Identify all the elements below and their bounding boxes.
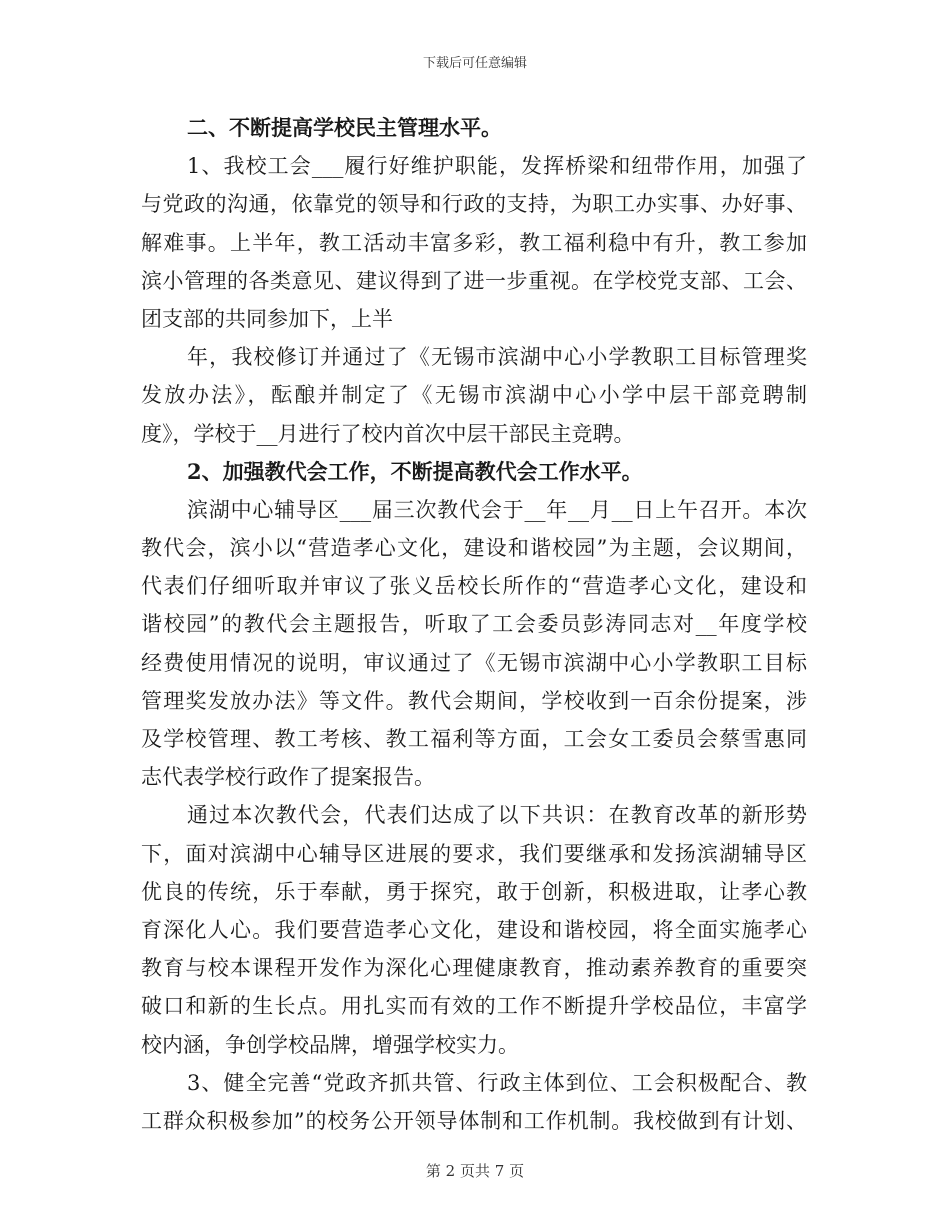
paragraph-line: 与党政的沟通，依靠党的领导和行政的支持，为职工办实事、办好事、 [141,192,807,217]
paragraph-line: 管理奖发放办法》等文件。教代会期间，学校收到一百余份提案，涉 [141,688,807,713]
paragraph-line: 优良的传统，乐于奉献，勇于探究，敢于创新，积极进取，让孝心教 [141,879,807,904]
section-heading-line: 2、加强教代会工作，不断提高教代会工作水平。 [187,458,643,484]
paragraph-line: 谐校园”的教代会主题报告，听取了工会委员彭涛同志对__年度学校 [141,612,807,637]
paragraph-line: 代表们仔细听取并审议了张义岳校长所作的“营造孝心文化，建设和 [141,574,807,599]
paragraph-line: 1、我校工会___履行好维护职能，发挥桥梁和纽带作用，加强了 [187,154,807,179]
paragraph-line: 育深化人心。我们要营造孝心文化，建设和谐校园，将全面实施孝心 [141,917,807,942]
document-body [141,109,807,1140]
paragraph-line: 滨湖中心辅导区___届三次教代会于__年__月__日上午召开。本次 [187,497,807,522]
page-header: 下载后可任意编辑 [422,56,527,71]
paragraph-line: 经费使用情况的说明，审议通过了《无锡市滨湖中心小学教职工目标 [141,650,807,675]
paragraph-line: 3、健全完善“党政齐抓共管、行政主体到位、工会积极配合、教 [187,1070,807,1095]
paragraph-line: 通过本次教代会，代表们达成了以下共识：在教育改革的新形势 [187,803,807,828]
paragraph-line: 度》，学校于__月进行了校内首次中层干部民主竞聘。 [141,421,635,446]
paragraph-line: 年，我校修订并通过了《无锡市滨湖中心小学教职工目标管理奖 [187,345,807,370]
paragraph-line: 校内涵，争创学校品牌，增强学校实力。 [141,1032,519,1057]
paragraph-line: 工群众积极参加”的校务公开领导体制和工作机制。我校做到有计划、 [141,1108,807,1133]
paragraph-line: 教育与校本课程开发作为深化心理健康教育，推动素养教育的重要突 [141,956,807,981]
paragraph-line: 教代会，滨小以“营造孝心文化，建设和谐校园”为主题，会议期间， [141,536,807,561]
paragraph-line: 下，面对滨湖中心辅导区进展的要求，我们要继承和发扬滨湖辅导区 [141,841,807,866]
paragraph-line: 破口和新的生长点。用扎实而有效的工作不断提升学校品位，丰富学 [141,994,807,1019]
section-heading-line: 二、不断提高学校民主管理水平。 [187,115,502,140]
paragraph-line: 志代表学校行政作了提案报告。 [141,765,435,790]
page-number-footer: 第 2 页共 7 页 [425,1162,525,1180]
paragraph-line: 解难事。上半年，教工活动丰富多彩，教工福利稳中有升，教工参加 [141,230,807,255]
paragraph-line: 及学校管理、教工考核、教工福利等方面，工会女工委员会蔡雪惠同 [141,727,807,751]
paragraph-line: 滨小管理的各类意见、建议得到了进一步重视。在学校党支部、工会、 [141,268,807,293]
paragraph-line: 发放办法》，酝酿并制定了《无锡市滨湖中心小学中层干部竞聘制 [141,383,807,408]
paragraph-line: 团支部的共同参加下，上半 [141,306,393,331]
